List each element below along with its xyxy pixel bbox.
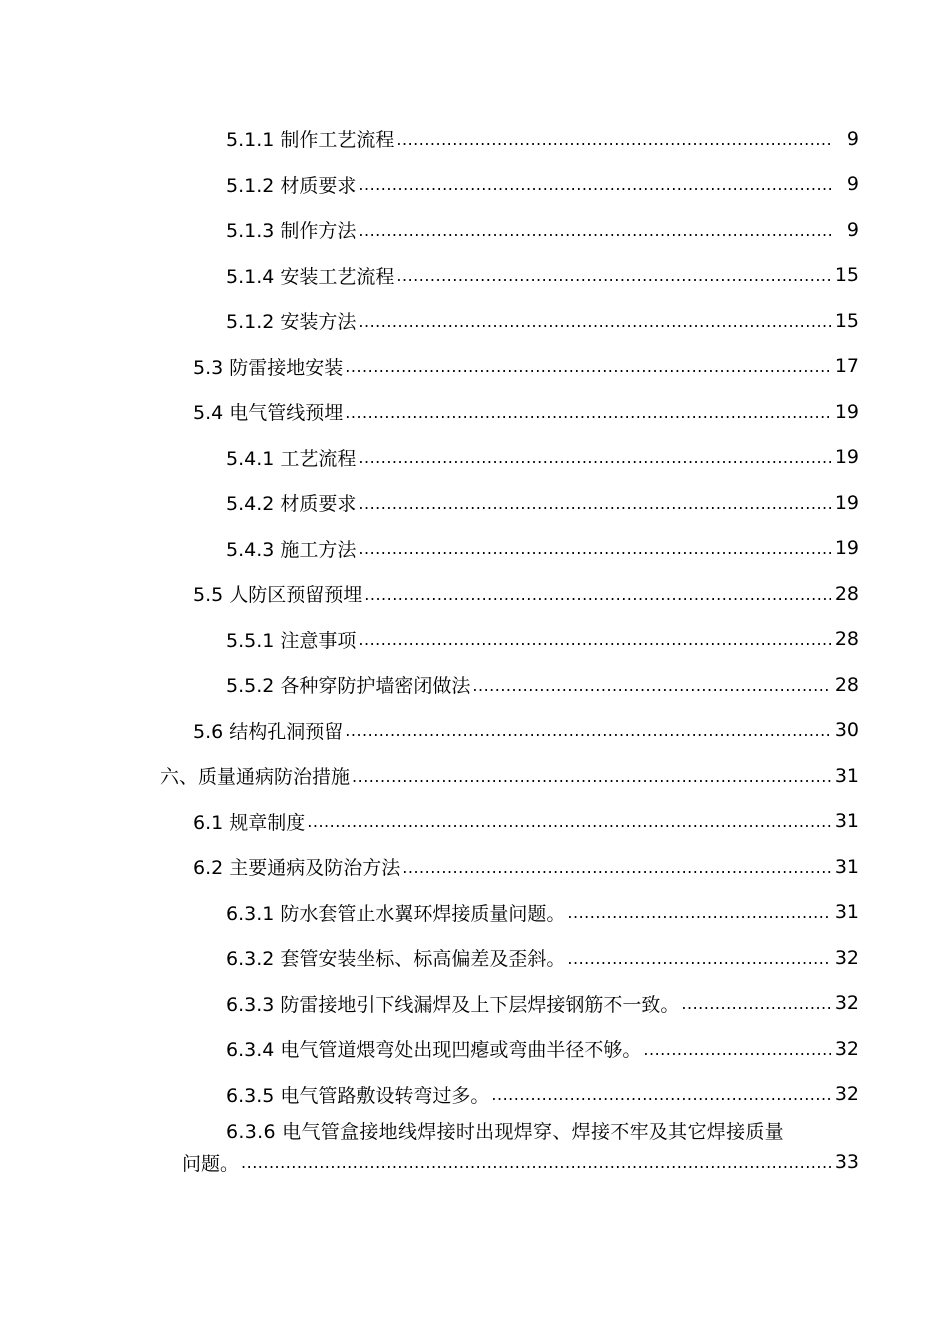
toc-page-number: 32 — [834, 946, 859, 969]
toc-dot-leader — [643, 1038, 831, 1060]
toc-entry[interactable] — [0, 981, 950, 1027]
toc-entry[interactable] — [0, 1026, 950, 1072]
toc-entry-title-line2: 问题。 — [182, 1152, 240, 1175]
toc-entry-title: 5.5 人防区预留预埋 — [193, 584, 363, 607]
toc-entry-title: 5.1.3 制作方法 — [226, 220, 357, 243]
toc-page-number: 31 — [834, 901, 859, 924]
toc-page-number: 30 — [834, 719, 859, 742]
toc-entry[interactable] — [0, 435, 950, 481]
toc-entry[interactable] — [0, 480, 950, 526]
toc-page-number: 32 — [834, 1083, 859, 1106]
toc-page-number: 31 — [834, 810, 859, 833]
toc-page-number: 31 — [834, 764, 859, 787]
toc-dot-leader — [345, 719, 831, 741]
toc-entry-title: 5.6 结构孔洞预留 — [193, 720, 344, 743]
toc-entry[interactable] — [0, 298, 950, 344]
toc-page-number: 31 — [834, 855, 859, 878]
toc-dot-leader — [681, 992, 831, 1014]
toc-entry-title-line2-row — [182, 1147, 859, 1177]
toc-entry[interactable] — [0, 935, 950, 981]
toc-page-number: 19 — [834, 537, 859, 560]
toc-entry-title: 6.3.4 电气管道煨弯处出现凹瘪或弯曲半径不够。 — [226, 1039, 642, 1062]
toc-page-number: 15 — [834, 309, 859, 332]
toc-dot-leader — [567, 947, 831, 969]
toc-page-number: 9 — [846, 127, 859, 150]
toc-dot-leader — [396, 264, 831, 286]
toc-entry[interactable] — [0, 253, 950, 299]
toc-entry[interactable] — [0, 890, 950, 936]
toc-dot-leader — [307, 810, 831, 832]
toc-page-number: 15 — [834, 264, 859, 287]
toc-dot-leader — [358, 628, 831, 650]
toc-page-number: 28 — [834, 582, 859, 605]
toc-page-number: 19 — [834, 491, 859, 514]
toc-dot-leader — [472, 674, 831, 696]
toc-page-number: 32 — [834, 1037, 859, 1060]
toc-entry-title: 5.4 电气管线预埋 — [193, 402, 344, 425]
toc-entry-title: 6.3.5 电气管路敷设转弯过多。 — [226, 1084, 490, 1107]
toc-page-number: 33 — [834, 1151, 859, 1173]
toc-entry[interactable] — [0, 617, 950, 663]
toc-page-number: 19 — [834, 400, 859, 423]
toc-entry[interactable] — [0, 662, 950, 708]
toc-dot-leader — [345, 355, 831, 377]
toc-entry-title: 5.3 防雷接地安装 — [193, 356, 344, 379]
toc-page-number: 19 — [834, 446, 859, 469]
toc-dot-leader — [491, 1083, 831, 1105]
toc-entry-title: 六、质量通病防治措施 — [160, 766, 351, 789]
toc-page-number: 9 — [846, 173, 859, 196]
toc-entry-title: 5.4.1 工艺流程 — [226, 447, 357, 470]
toc-entry-title: 5.1.1 制作工艺流程 — [226, 129, 395, 152]
toc-entry[interactable] — [0, 116, 950, 162]
toc-entry-title: 5.5.2 各种穿防护墙密闭做法 — [226, 675, 471, 698]
toc-entry-wrapped[interactable] — [0, 1117, 950, 1177]
toc-dot-leader — [402, 856, 831, 878]
toc-entry-title: 6.3.1 防水套管止水翼环焊接质量问题。 — [226, 902, 566, 925]
toc-dot-leader — [567, 901, 831, 923]
toc-entry[interactable] — [0, 708, 950, 754]
toc-page-number: 17 — [834, 355, 859, 378]
toc-dot-leader — [358, 173, 831, 195]
toc-entry-title: 6.1 规章制度 — [193, 811, 306, 834]
toc-dot-leader — [364, 583, 831, 605]
toc-entry[interactable] — [0, 753, 950, 799]
toc-entry[interactable] — [0, 799, 950, 845]
toc-page-number: 9 — [846, 218, 859, 241]
toc-entry-title: 5.1.2 材质要求 — [226, 174, 357, 197]
toc-dot-leader — [241, 1151, 831, 1173]
toc-entry[interactable] — [0, 571, 950, 617]
toc-entry[interactable] — [0, 344, 950, 390]
toc-dot-leader — [358, 446, 831, 468]
toc-entry-title-line1: 6.3.6 电气管盒接地线焊接时出现焊穿、焊接不牢及其它焊接质量 — [226, 1121, 784, 1143]
toc-page-number: 28 — [834, 628, 859, 651]
toc-dot-leader — [358, 492, 831, 514]
toc-entry-title: 6.2 主要通病及防治方法 — [193, 857, 401, 880]
toc-entry-title: 5.1.2 安装方法 — [226, 311, 357, 334]
toc-entry-title: 6.3.3 防雷接地引下线漏焊及上下层焊接钢筋不一致。 — [226, 993, 680, 1016]
toc-dot-leader — [358, 219, 831, 241]
toc-entry[interactable] — [0, 526, 950, 572]
toc-entry[interactable] — [0, 207, 950, 253]
toc-entry[interactable] — [0, 1072, 950, 1118]
toc-entry[interactable] — [0, 389, 950, 435]
toc-dot-leader — [352, 765, 831, 787]
toc-page-number: 32 — [834, 992, 859, 1015]
toc-dot-leader — [358, 537, 831, 559]
toc-entry-title: 6.3.2 套管安装坐标、标高偏差及歪斜。 — [226, 948, 566, 971]
toc-entry[interactable] — [0, 162, 950, 208]
table-of-contents — [0, 116, 950, 1177]
toc-entry-title: 5.4.3 施工方法 — [226, 538, 357, 561]
toc-dot-leader — [358, 310, 831, 332]
toc-dot-leader — [345, 401, 831, 423]
toc-dot-leader — [396, 128, 831, 150]
toc-page-number: 28 — [834, 673, 859, 696]
toc-entry-title: 5.1.4 安装工艺流程 — [226, 265, 395, 288]
toc-entry-title: 5.4.2 材质要求 — [226, 493, 357, 516]
toc-entry[interactable] — [0, 844, 950, 890]
toc-entry-title: 5.5.1 注意事项 — [226, 629, 357, 652]
